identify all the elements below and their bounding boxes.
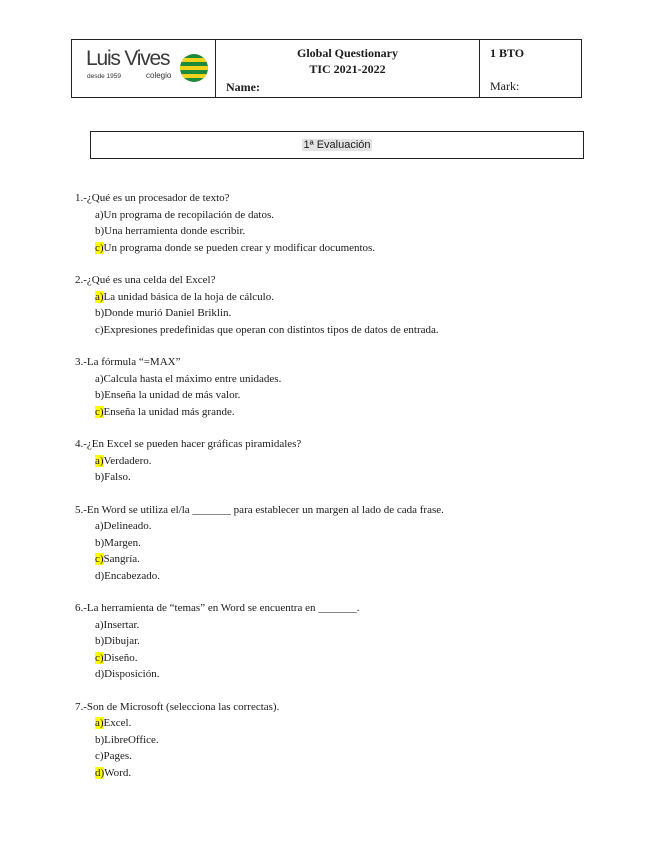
- option-letter: a): [95, 520, 104, 532]
- course-label: 1 BTO: [490, 46, 525, 60]
- option-d: [75, 568, 615, 585]
- highlighted-answer-letter: d): [95, 766, 105, 779]
- option-c-correct: [75, 404, 615, 421]
- option-letter: c): [95, 323, 104, 336]
- option-text: Enseña la unidad más grande.: [103, 405, 235, 418]
- option-letter: b): [95, 536, 105, 549]
- option-text: Un programa de recopilación de datos.: [103, 208, 274, 221]
- option-c-correct: [75, 650, 615, 667]
- option-letter: a): [95, 372, 104, 385]
- highlighted-answer-letter: a): [95, 290, 104, 303]
- option-text: Diseño.: [103, 651, 138, 664]
- option-letter: b): [95, 733, 105, 746]
- option-text: Encabezado.: [104, 569, 161, 582]
- option-text: Pages.: [103, 750, 132, 762]
- question-text: 3.-La fórmula “=MAX”: [75, 356, 181, 368]
- question-3: [75, 354, 615, 420]
- option-text: Verdadero.: [103, 454, 152, 467]
- option-text: La unidad básica de la hoja de cálculo.: [103, 290, 274, 303]
- option-text: Una herramienta donde escribir.: [104, 225, 246, 237]
- option-d-correct: [75, 765, 615, 782]
- option-letter: b): [95, 471, 105, 483]
- option-text: Excel.: [103, 717, 132, 729]
- option-a-correct: [75, 289, 615, 306]
- option-b: [75, 469, 615, 486]
- option-text: Expresiones predefinidas que operan con distintos tipos de datos de entrada.: [103, 323, 439, 336]
- question-5: [75, 502, 615, 585]
- highlighted-answer-letter: c): [95, 651, 104, 664]
- question-text: 4.-¿En Excel se pueden hacer gráficas piramidales?: [75, 438, 302, 450]
- option-b: [75, 223, 615, 240]
- striped-ball-icon: [179, 53, 209, 83]
- option-c: [75, 748, 615, 765]
- option-text: Donde murió Daniel Briklin.: [104, 307, 232, 319]
- school-logo: [86, 48, 210, 88]
- logo-cell: [72, 40, 216, 97]
- option-letter: b): [95, 225, 105, 237]
- logo-brand: Luis Vives: [86, 47, 170, 70]
- option-text: Calcula hasta el máximo entre unidades.: [103, 372, 282, 385]
- option-text: Enseña la unidad de más valor.: [104, 389, 241, 401]
- question-6: [75, 600, 615, 683]
- question-text: 6.-La herramienta de “temas” en Word se encuentra en _______.: [75, 602, 360, 614]
- option-text: Word.: [104, 766, 132, 779]
- question-1: [75, 190, 615, 256]
- option-a: [75, 518, 615, 535]
- section-title: 1ª Evaluación: [303, 139, 371, 151]
- option-letter: b): [95, 635, 105, 647]
- highlighted-answer-letter: c): [95, 405, 104, 418]
- question-7: [75, 699, 615, 782]
- option-a: [75, 207, 615, 224]
- course-cell: [480, 40, 581, 97]
- question-text: 1.-¿Qué es un procesador de texto?: [75, 192, 230, 204]
- option-letter: b): [95, 307, 105, 319]
- logo-since: desde 1959: [87, 73, 121, 80]
- question-text: 7.-Son de Microsoft (selecciona las correctas).: [75, 700, 280, 713]
- option-a: [75, 371, 615, 388]
- option-text: Delineado.: [103, 520, 152, 532]
- option-letter: a): [95, 208, 104, 221]
- option-b: [75, 535, 615, 552]
- option-b: [75, 305, 615, 322]
- option-text: Falso.: [104, 471, 131, 483]
- option-text: Margen.: [104, 536, 141, 549]
- option-c-correct: [75, 551, 615, 568]
- mark-label: Mark:: [490, 79, 520, 93]
- option-b: [75, 387, 615, 404]
- option-letter: d): [95, 668, 105, 680]
- section-banner: [90, 131, 584, 159]
- highlighted-answer-letter: a): [95, 717, 104, 729]
- option-letter: a): [95, 618, 104, 631]
- option-a-correct: [75, 715, 615, 732]
- option-letter: d): [95, 569, 105, 582]
- question-4: [75, 436, 615, 486]
- option-a-correct: [75, 453, 615, 470]
- highlighted-answer-letter: c): [95, 553, 104, 565]
- option-d: [75, 666, 615, 683]
- option-text: Dibujar.: [104, 635, 140, 647]
- option-b: [75, 633, 615, 650]
- option-text: LibreOffice.: [104, 733, 159, 746]
- title-cell: [216, 40, 480, 97]
- option-letter: b): [95, 389, 105, 401]
- document-title: Global Questionary: [296, 46, 398, 60]
- question-text: 2.-¿Qué es una celda del Excel?: [75, 274, 216, 286]
- option-b: [75, 732, 615, 749]
- option-text: Un programa donde se pueden crear y modificar documentos.: [103, 241, 376, 254]
- option-letter: c): [95, 750, 104, 762]
- option-text: Sangría.: [103, 553, 140, 565]
- highlighted-answer-letter: a): [95, 454, 104, 467]
- highlighted-answer-letter: c): [95, 241, 104, 254]
- question-list: [75, 190, 615, 797]
- document-subtitle: TIC 2021-2022: [309, 62, 386, 76]
- question-text: 5.-En Word se utiliza el/la _______ para establecer un margen al lado de cada frase.: [75, 503, 444, 516]
- logo-subtitle: colegio: [146, 71, 172, 80]
- option-text: Insertar.: [103, 618, 140, 631]
- name-label: Name:: [226, 80, 260, 94]
- question-2: [75, 272, 615, 338]
- option-c: [75, 322, 615, 339]
- document-header: [71, 39, 582, 98]
- option-text: Disposición.: [104, 668, 160, 680]
- option-a: [75, 617, 615, 634]
- option-c-correct: [75, 240, 615, 257]
